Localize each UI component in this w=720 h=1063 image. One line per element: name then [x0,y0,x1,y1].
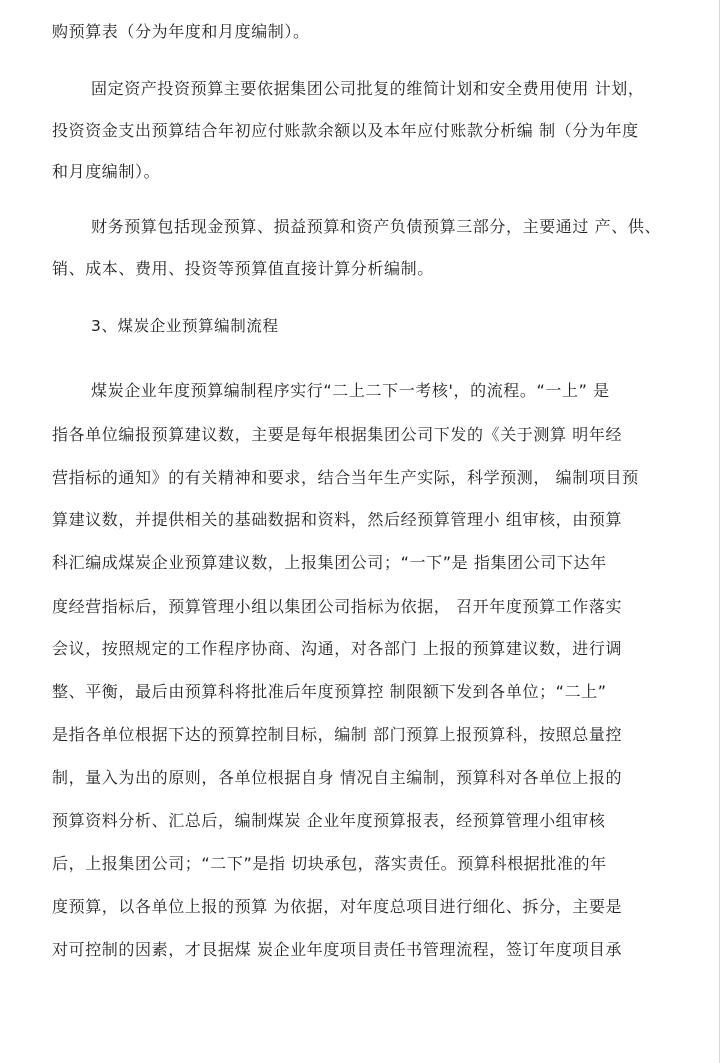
paragraph-line: 煤炭企业年度预算编制程序实行“二上二下一考核'，的流程。“一上” 是 [91,381,610,400]
paragraph-line: 购预算表（分为年度和月度编制）。 [52,22,310,41]
paragraph-line: 是指各单位根据下达的预算控制目标，编制 部门预算上报预算科，按照总量控 [52,725,623,744]
paragraph-line: 指各单位编报预算建议数，主要是每年根据集团公司下发的《关于测算 明年经 [52,425,623,444]
paragraph-line: 度预算，以各单位上报的预算 为依据，对年度总项目进行细化、拆分，主要是 [52,897,623,916]
paragraph-line: 投资资金支出预算结合年初应付账款余额以及本年应付账款分析编 制（分为年度 [52,121,639,140]
paragraph-line: 度经营指标后，预算管理小组以集团公司指标为依据， 召开年度预算工作落实 [52,597,623,616]
paragraph-line: 对可控制的因素，才艮据煤 炭企业年度项目责任书管理流程，签订年度项目承 [52,940,623,959]
paragraph-line: 算建议数，并提供相关的基础数据和资料，然后经预算管理小 组审核，由预算 [52,510,623,529]
paragraph-line: 预算资料分析、汇总后，编制煤炭 企业年度预算报表，经预算管理小组审核 [52,811,606,830]
paragraph-line: 后，上报集团公司；“二下”是指 切块承包，落实责任。预算科根据批准的年 [52,854,607,873]
paragraph-line: 营指标的通知》的有关精神和要求，结合当年生产实际，科学预测， 编制项目预 [52,468,639,487]
paragraph-line: 销、成本、费用、投资等预算值直接计算分析编制。 [52,259,434,278]
paragraph-line: 和月度编制）。 [52,162,161,181]
paragraph-line: 会议，按照规定的工作程序协商、沟通，对各部门 上报的预算建议数，进行调 [52,639,623,658]
paragraph-line: 科汇编成煤炭企业预算建议数，上报集团公司；“一下”是 指集团公司下达年 [52,553,607,572]
paragraph-line: 整、平衡，最后由预算科将批准后年度预算控 制限额下发到各单位；“二上” [52,682,607,701]
paragraph-line: 制，量入为出的原则，各单位根据自身 情况自主编制，预算科对各单位上报的 [52,768,623,787]
section-heading: 3、煤炭企业预算编制流程 [91,317,279,335]
paragraph-line: 财务预算包括现金预算、损益预算和资产负债预算三部分，主要通过 产、供、 [91,217,662,236]
paragraph-line: 固定资产投资预算主要依据集团公司批复的维简计划和安全费用使用 计划， [91,79,645,98]
